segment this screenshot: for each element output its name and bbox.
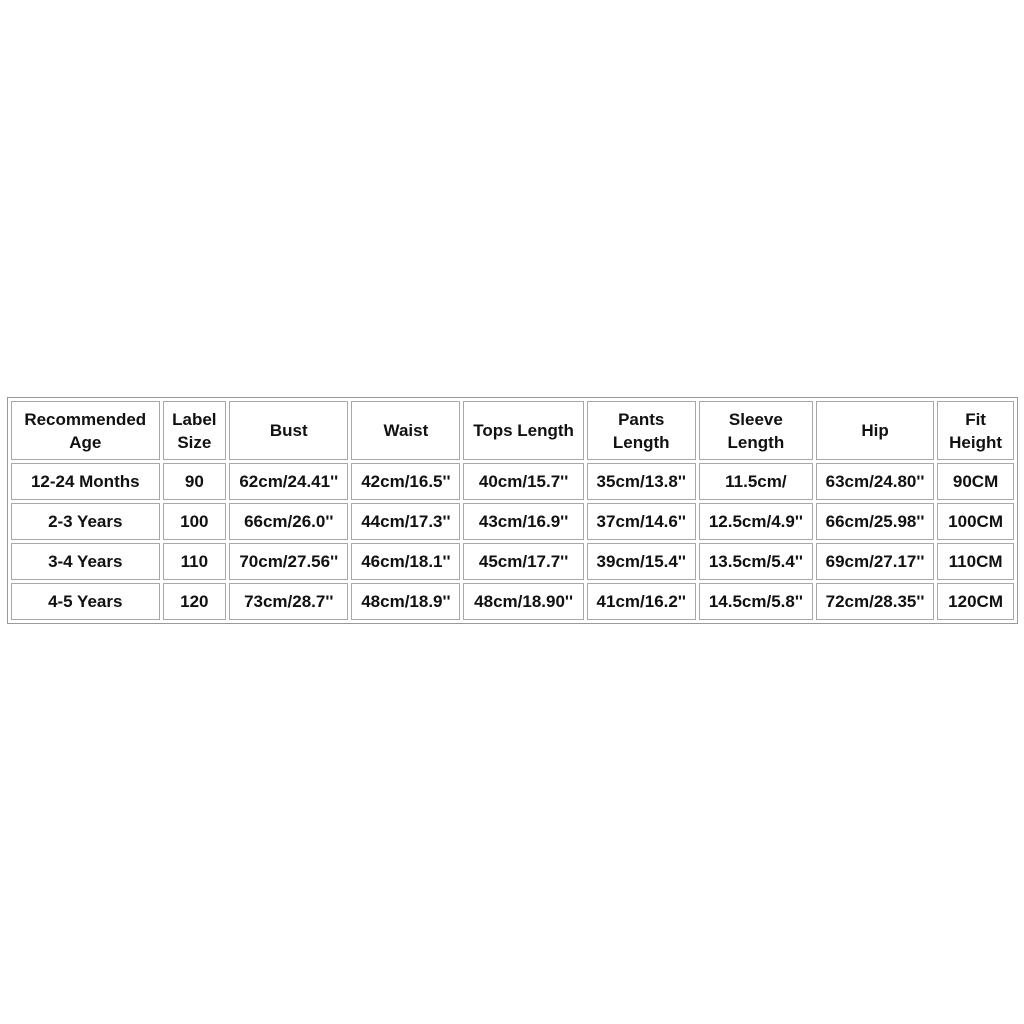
cell-waist: 46cm/18.1'' (351, 543, 460, 580)
header-recommended-age: Recommended Age (11, 401, 160, 460)
cell-pants-length: 39cm/15.4'' (587, 543, 696, 580)
cell-pants-length: 35cm/13.8'' (587, 463, 696, 500)
cell-sleeve-length: 12.5cm/4.9'' (699, 503, 813, 540)
cell-hip: 66cm/25.98'' (816, 503, 934, 540)
header-waist: Waist (351, 401, 460, 460)
cell-age: 2-3 Years (11, 503, 160, 540)
cell-bust: 62cm/24.41'' (229, 463, 348, 500)
header-row (11, 401, 1014, 460)
cell-bust: 66cm/26.0'' (229, 503, 348, 540)
cell-sleeve-length: 13.5cm/5.4'' (699, 543, 813, 580)
cell-age: 12-24 Months (11, 463, 160, 500)
cell-waist: 44cm/17.3'' (351, 503, 460, 540)
cell-fit-height: 100CM (937, 503, 1014, 540)
table-row (11, 503, 1014, 540)
cell-tops-length: 45cm/17.7'' (463, 543, 583, 580)
cell-tops-length: 43cm/16.9'' (463, 503, 583, 540)
table-row (11, 463, 1014, 500)
cell-pants-length: 41cm/16.2'' (587, 583, 696, 620)
cell-sleeve-length: 11.5cm/ (699, 463, 813, 500)
cell-label-size: 120 (163, 583, 227, 620)
header-label-size: Label Size (163, 401, 227, 460)
header-pants-length: Pants Length (587, 401, 696, 460)
cell-hip: 63cm/24.80'' (816, 463, 934, 500)
cell-tops-length: 48cm/18.90'' (463, 583, 583, 620)
cell-fit-height: 110CM (937, 543, 1014, 580)
header-sleeve-length: Sleeve Length (699, 401, 813, 460)
cell-bust: 73cm/28.7'' (229, 583, 348, 620)
cell-bust: 70cm/27.56'' (229, 543, 348, 580)
header-bust: Bust (229, 401, 348, 460)
cell-fit-height: 120CM (937, 583, 1014, 620)
cell-hip: 69cm/27.17'' (816, 543, 934, 580)
header-fit-height: Fit Height (937, 401, 1014, 460)
cell-age: 4-5 Years (11, 583, 160, 620)
table-row (11, 583, 1014, 620)
table-row (11, 543, 1014, 580)
cell-waist: 42cm/16.5'' (351, 463, 460, 500)
cell-hip: 72cm/28.35'' (816, 583, 934, 620)
cell-label-size: 110 (163, 543, 227, 580)
cell-sleeve-length: 14.5cm/5.8'' (699, 583, 813, 620)
header-tops-length: Tops Length (463, 401, 583, 460)
cell-fit-height: 90CM (937, 463, 1014, 500)
cell-label-size: 90 (163, 463, 227, 500)
cell-label-size: 100 (163, 503, 227, 540)
cell-waist: 48cm/18.9'' (351, 583, 460, 620)
size-chart-table (7, 397, 1018, 624)
cell-age: 3-4 Years (11, 543, 160, 580)
header-hip: Hip (816, 401, 934, 460)
cell-tops-length: 40cm/15.7'' (463, 463, 583, 500)
cell-pants-length: 37cm/14.6'' (587, 503, 696, 540)
